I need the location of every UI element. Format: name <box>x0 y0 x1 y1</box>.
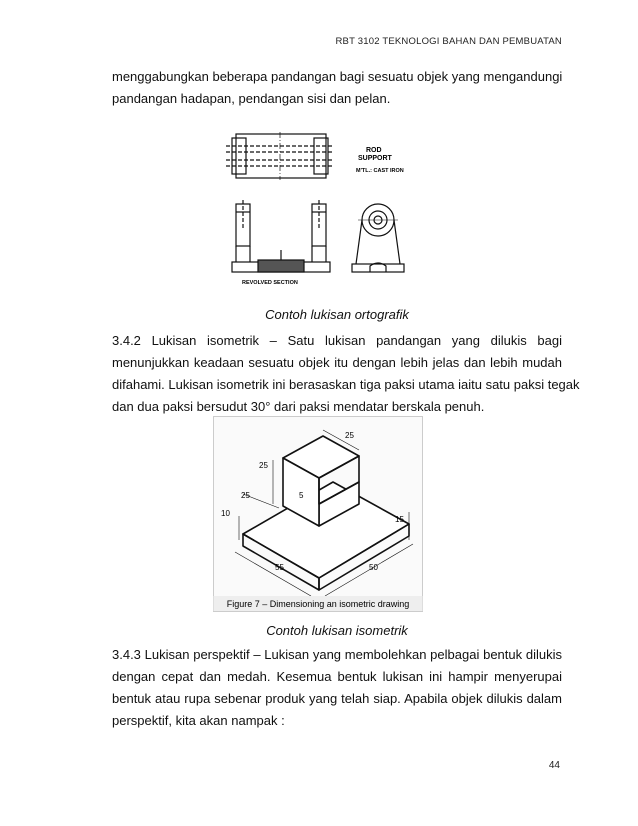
paragraph-line: 3.4.3 Lukisan perspektif – Lukisan yang membolehkan pelbagai bentuk dilukis <box>112 647 562 662</box>
dim-50: 50 <box>369 563 378 572</box>
front-view <box>232 200 330 272</box>
paragraph-line: dengan cepat dan medah. Kesemua bentuk lukisan ini hampir menyerupai <box>112 669 562 684</box>
paragraph-intro <box>112 66 562 110</box>
dim-55: 55 <box>275 563 284 572</box>
dim-5: 5 <box>299 491 304 500</box>
paragraph-isometric <box>112 330 580 418</box>
paragraph-line: 3.4.2 Lukisan isometrik – Satu lukisan pandangan yang dilukis bagi <box>112 333 562 348</box>
label-support: SUPPORT <box>358 155 392 162</box>
figure-caption-isometric: Contoh lukisan isometrik <box>266 623 408 638</box>
figure-internal-caption: Figure 7 – Dimensioning an isometric drawing <box>226 599 410 609</box>
paragraph-line: bentuk atau rupa sebenar produk yang telah siap. Apabila objek dilukis dalam <box>112 691 562 706</box>
figure-caption-orthographic: Contoh lukisan ortografik <box>265 307 409 322</box>
paragraph-perspective <box>112 644 562 732</box>
paragraph-line: perspektif, kita akan nampak : <box>112 713 285 728</box>
paragraph-line: menggabungkan beberapa pandangan bagi sesuatu objek yang mengandungi <box>112 69 563 84</box>
dim-25-height: 25 <box>259 461 268 470</box>
paragraph-line: difahami. Lukisan isometrik ini berasaskan tiga paksi utama iaitu satu paksi tegak <box>112 377 580 392</box>
label-rod: ROD <box>366 147 382 154</box>
paragraph-line: pandangan hadapan, pendangan sisi dan pelan. <box>112 91 391 106</box>
orthographic-drawing-figure <box>222 124 418 294</box>
paragraph-line: menunjukkan keadaan sesuatu objek itu dengan lebih jelas dan lebih mudah <box>112 355 562 370</box>
isometric-drawing <box>213 416 423 612</box>
label-section: REVOLVED SECTION <box>242 280 298 286</box>
dim-25-width: 25 <box>345 431 354 440</box>
side-view <box>352 204 404 272</box>
running-header: RBT 3102 TEKNOLOGI BAHAN DAN PEMBUATAN <box>335 36 562 47</box>
isometric-drawing-figure <box>213 416 423 612</box>
label-material: M'TL.: CAST IRON <box>356 168 404 174</box>
page-number: 44 <box>548 760 560 771</box>
dim-10: 10 <box>221 509 230 518</box>
top-view <box>226 132 334 180</box>
dim-15: 15 <box>395 515 404 524</box>
dim-25-depth: 25 <box>241 491 250 500</box>
orthographic-drawing <box>222 124 418 294</box>
paragraph-line: dan dua paksi bersudut 30° dari paksi mendatar berskala penuh. <box>112 399 485 414</box>
